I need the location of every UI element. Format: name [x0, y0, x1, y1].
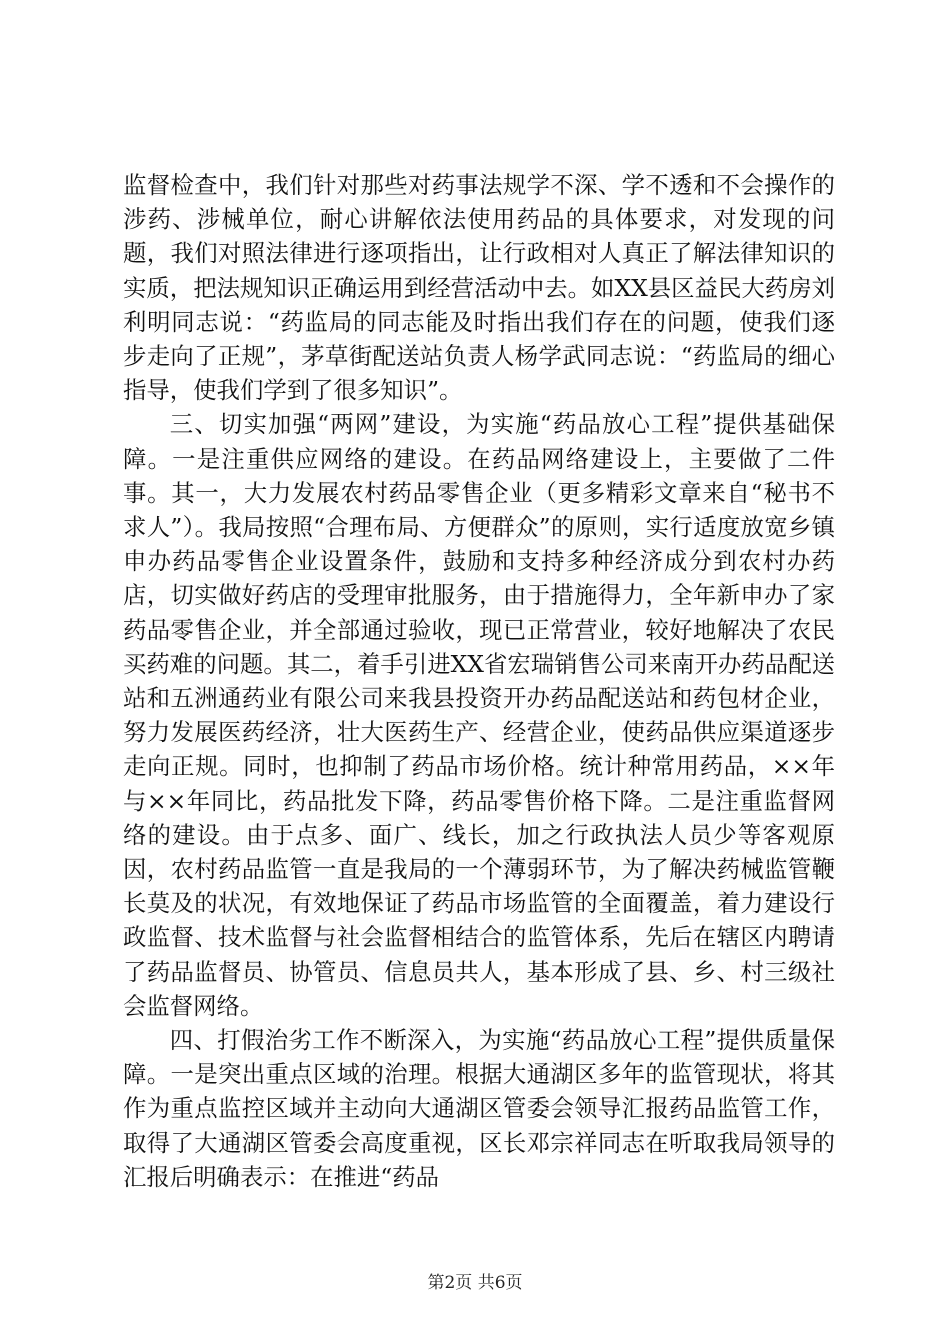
paragraph-continuation: 监督检查中，我们针对那些对药事法规学不深、学不透和不会操作的涉药、涉械单位，耐心讲解依法使用药品的具体要求，对发现的问题，我们对照法律进行逐项指出，让行政相对人真正了解法律知识的实质，把法规知识正确运用到经营活动中去。如XX县区益民大药房刘利明同志说：“药监局的同志能及时指出我们存在的问题，使我们逐步走向了正规”，茅草街配送站负责人杨学武同志说：“药监局的细心指导，使我们学到了很多知识”。: [123, 171, 835, 405]
paragraph-section-four: 四、打假治劣工作不断深入，为实施“药品放心工程”提供质量保障。一是突出重点区域的治理。根据大通湖区多年的监管现状，将其作为重点监控区域并主动向大通湖区管委会领导汇报药品监管工作，取得了大通湖区管委会高度重视，区长邓宗祥同志在听取我局领导的汇报后明确表示：在推进“药品: [123, 1026, 835, 1191]
page-number-footer: 第2页 共6页: [427, 1273, 523, 1293]
paragraph-section-three: 三、切实加强“两网”建设，为实施“药品放心工程”提供基础保障。一是注重供应网络的建设。在药品网络建设上，主要做了二件事。其一，大力发展农村药品零售企业（更多精彩文章来自“秘书不求人”）。我局按照“合理布局、方便群众”的原则，实行适度放宽乡镇申办药品零售企业设置条件，鼓励和支持多种经济成分到农村办药店，切实做好药店的受理审批服务，由于措施得力，全年新申办了家药品零售企业，并全部通过验收，现已正常营业，较好地解决了农民买药难的问题。其二，着手引进XX省宏瑞销售公司来南开办药品配送站和五洲通药业有限公司来我县投资开办药品配送站和药包材企业，努力发展医药经济，壮大医药生产、经营企业，使药品供应渠道逐步走向正规。同时，也抑制了药品市场价格。统计种常用药品，××年与××年同比，药品批发下降，药品零售价格下降。二是注重监督网络的建设。由于点多、面广、线长，加之行政执法人员少等客观原因，农村药品监管一直是我局的一个薄弱环节，为了解决药械监管鞭长莫及的状况，有效地保证了药品市场监管的全面覆盖，着力建设行政监督、技术监督与社会监督相结合的监管体系，先后在辖区内聘请了药品监督员、协管员、信息员共人，基本形成了县、乡、村三级社会监督网络。: [123, 410, 835, 1020]
document-body: [123, 168, 835, 1194]
